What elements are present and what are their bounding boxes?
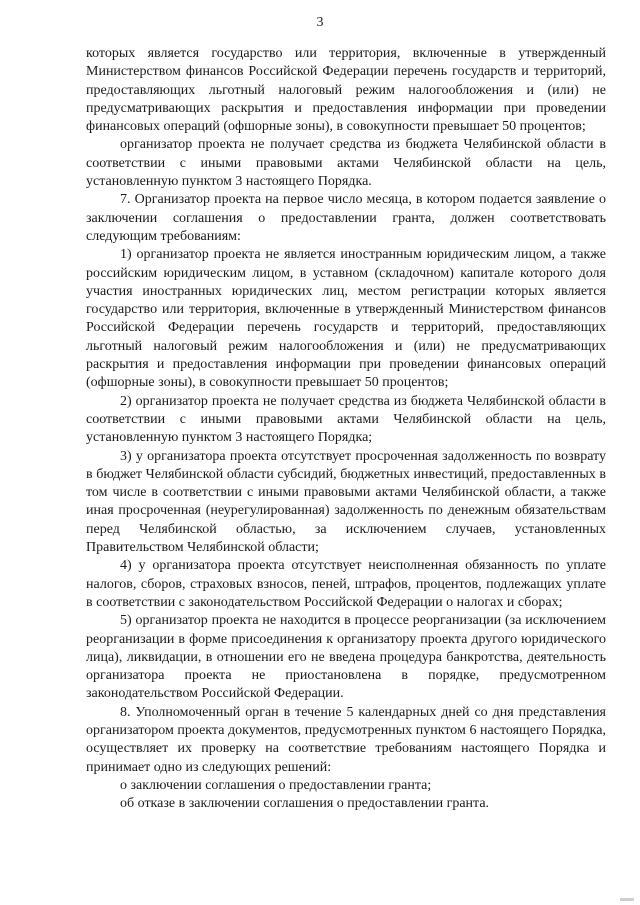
paragraph-decision-conclude: о заключении соглашения о предоставлении гранта; xyxy=(120,777,432,793)
paragraph-item-8: 8. Уполномоченный орган в течение 5 календарных дней со дня представления организатором проекта документов, предусмотренных пунктом 6 настоящего Порядка, осуществляет их проверку на соответствие требованиям настоящего Порядка и принимает одно из следующих решений: xyxy=(86,704,606,775)
paragraph-requirement-1: 1) организатор проекта не является иностранным юридическим лицом, а также российским юридическим лицом, в уставном (складочном) капитале которого доля участия иностранных юридических лиц, местом регистрации которых является государство или территория, включенные в утвержденный Министерством финансов Российской Федерации перечень государств и территорий, предоставляющих льготный налоговый режим налогообложения и (или) не предусматривающих раскрытия и предоставления информации при проведении финансовых операций (офшорные зоны), в совокупности превышает 50 процентов; xyxy=(86,247,606,391)
paragraph-requirement-3: 3) у организатора проекта отсутствует просроченная задолженность по возврату в бюджет Челябинской области субсидий, бюджетных инвестиций, предоставленных в том числе в соответствии с иными правовыми актами Челябинской области, а также иная просроченная (неурегулированная) задолженность по денежным обязательствам перед Челябинской областью, за исключением случаев, установленных Правительством Челябинской области; xyxy=(86,448,606,556)
scan-edge-mark xyxy=(620,898,634,901)
paragraph-decision-refuse: об отказе в заключении соглашения о предоставлении гранта. xyxy=(120,796,490,812)
document-body xyxy=(86,45,606,813)
paragraph-requirement-4: 4) у организатора проекта отсутствует неисполненная обязанность по уплате налогов, сборов, страховых взносов, пеней, штрафов, процентов, подлежащих уплате в соответствии с законодательством Российской Федерации о налогах и сборах; xyxy=(86,558,606,610)
page-number: 3 xyxy=(316,15,324,30)
paragraph-budget-funds: организатор проекта не получает средства из бюджета Челябинской области в соответствии с иными правовыми актами Челябинской области на цель, установленную пунктом 3 настоящего Порядка. xyxy=(86,137,606,190)
paragraph-requirement-2: 2) организатор проекта не получает средства из бюджета Челябинской области в соответствии с иными правовыми актами Челябинской области на цель, установленную пунктом 3 настоящего Порядка; xyxy=(86,393,606,446)
paragraph-item-7: 7. Организатор проекта на первое число месяца, в котором подается заявление о заключении соглашения о предоставлении гранта, должен соответствовать следующим требованиям: xyxy=(86,192,606,244)
paragraph-requirement-5: 5) организатор проекта не находится в процессе реорганизации (за исключением реорганизации в форме присоединения к организатору проекта другого юридического лица), ликвидации, в отношении его не введена процедура банкротства, деятельность организатора проекта не приостановлена в порядке, предусмотренном законодательством Российской Федерации. xyxy=(86,613,606,702)
paragraph-continuation-offshore: которых является государство или территория, включенные в утвержденный Министерством финансов Российской Федерации перечень государств и территорий, предоставляющих льготный налоговый режим налогообложения и (или) не предусматривающих раскрытия и предоставления информации при проведении финансовых операций (офшорные зоны), в совокупности превышает 50 процентов; xyxy=(86,46,606,135)
